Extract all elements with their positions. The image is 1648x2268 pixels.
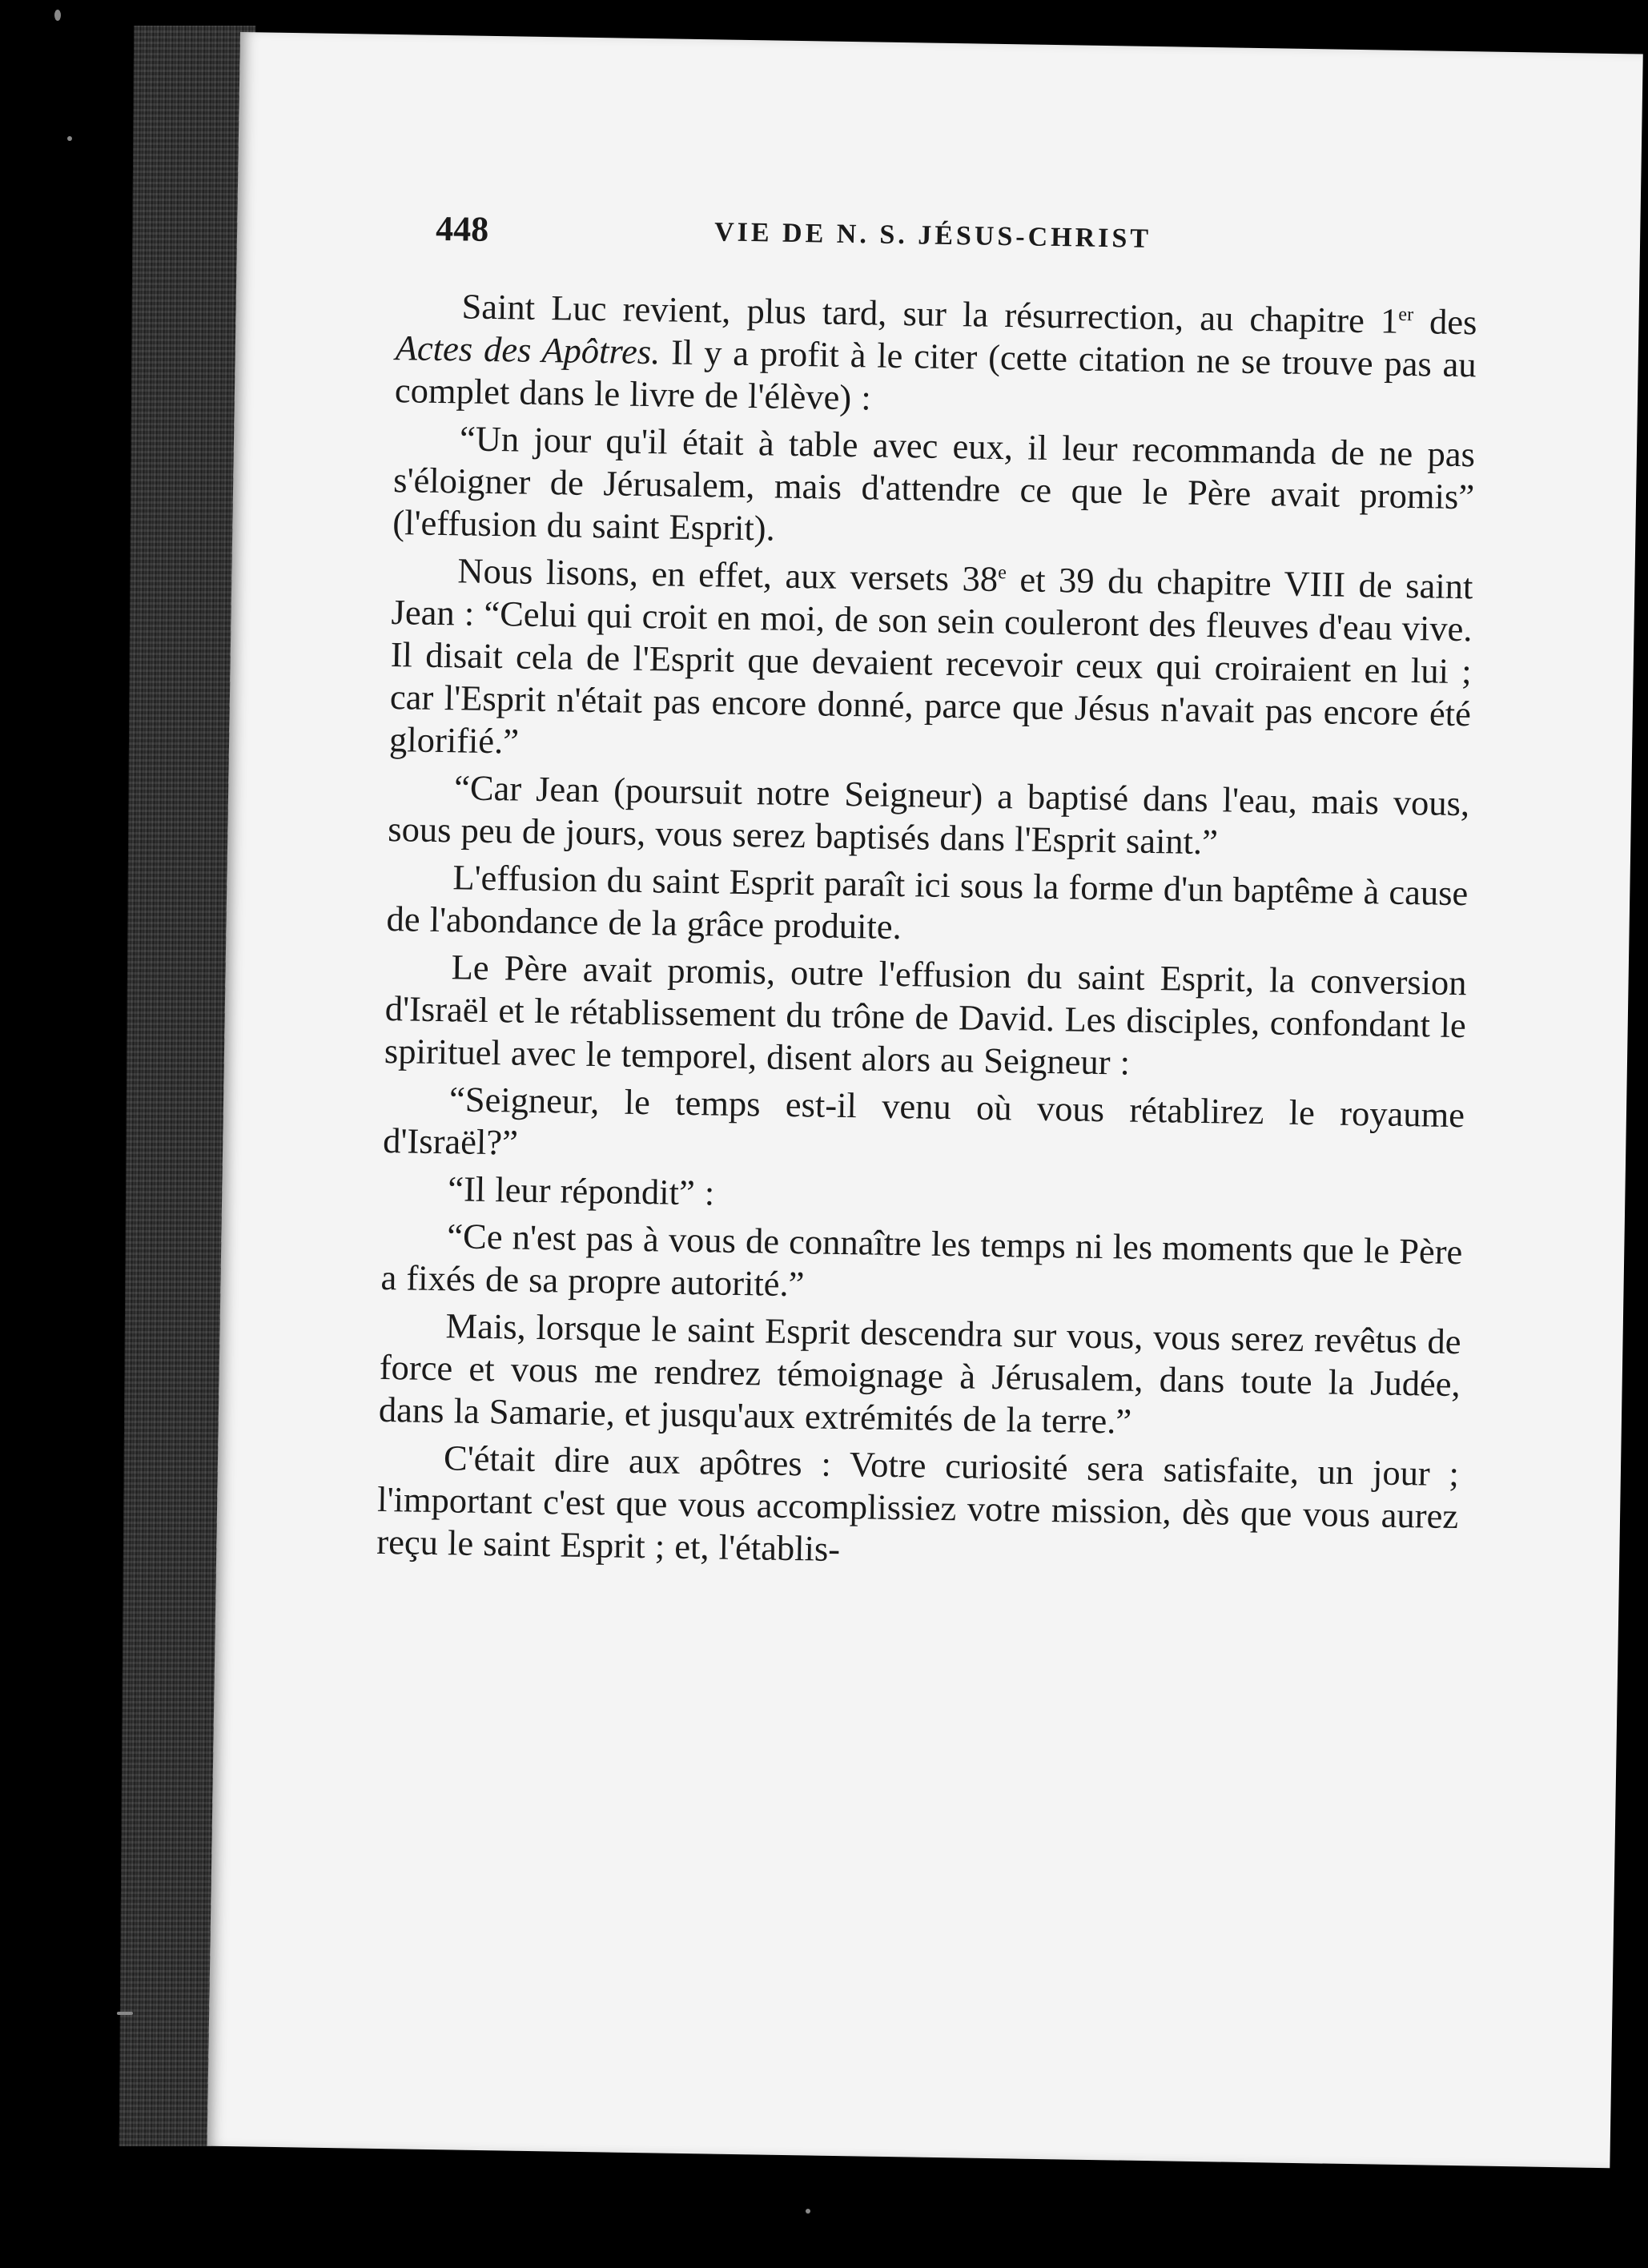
paragraph: Nous lisons, en effet, aux versets 38e et 39 du chapitre VIII de saint Jean : “Celui qui croit en moi, de son sein couleront des fleuves d'eau vive. Il disait cela de l'Esprit que devaient recevoir ceux qui croiraient en lui ; car l'Esprit n'était pas encore donné, parce que Jésus n'avait pas encore été glorifié.” — [388, 550, 1473, 762]
paragraph: “Ce n'est pas à vous de connaître les temps ni les moments que le Père a fixés de sa propre autorité.” — [380, 1216, 1463, 1305]
body-text — [376, 284, 1477, 1585]
page-number: 448 — [435, 208, 489, 249]
book-page — [207, 32, 1643, 2168]
dust-speck — [54, 10, 61, 21]
paragraph: “Un jour qu'il était à table avec eux, il leur recommanda de ne pas s'éloigner de Jérusalem, mais d'attendre ce que le Père avait promis” (l'effusion du saint Esprit). — [392, 418, 1476, 549]
page-header — [435, 208, 1477, 280]
paragraph: Mais, lorsque le saint Esprit descendra sur vous, vous serez revêtus de force et vous me rendrez témoignage à Jérusalem, dans toute la Judée, dans la Samarie, et jusqu'aux extrémités de la terre.” — [378, 1305, 1461, 1442]
dust-speck — [117, 2012, 133, 2015]
paragraph: “Seigneur, le temps est-il venu où vous rétablirez le royaume d'Israël?” — [382, 1079, 1465, 1163]
paragraph: Le Père avait promis, outre l'effusion du saint Esprit, la conversion d'Israël et le rétablissement du trône de David. Les disciples, confondant le spirituel avec le temporel, disent alors au Seigneur : — [384, 947, 1467, 1083]
paragraph: “Il leur répondit” : — [447, 1168, 715, 1213]
running-title: VIE DE N. S. JÉSUS-CHRIST — [713, 217, 1152, 254]
paragraph: “Car Jean (poursuit notre Seigneur) a baptisé dans l'eau, mais vous, sous peu de jours, vous serez baptisés dans l'Esprit saint.” — [388, 767, 1470, 863]
paragraph: Saint Luc revient, plus tard, sur la résurrection, au chapitre 1er des Actes des Apôtres. Il y a profit à le citer (cette citation ne se trouve pas au complet dans le livre de l'élève) : — [394, 286, 1477, 418]
paragraph: L'effusion du saint Esprit paraît ici sous la forme d'un baptême à cause de l'abondance de la grâce produite. — [386, 857, 1469, 947]
dust-speck — [806, 2209, 810, 2214]
paragraph: C'était dire aux apôtres : Votre curiosité sera satisfaite, un jour ; l'important c'est que vous accomplissiez votre mission, dès que vous aurez reçu le saint Esprit ; et, l'établis- — [376, 1438, 1460, 1569]
dust-speck — [67, 136, 72, 141]
